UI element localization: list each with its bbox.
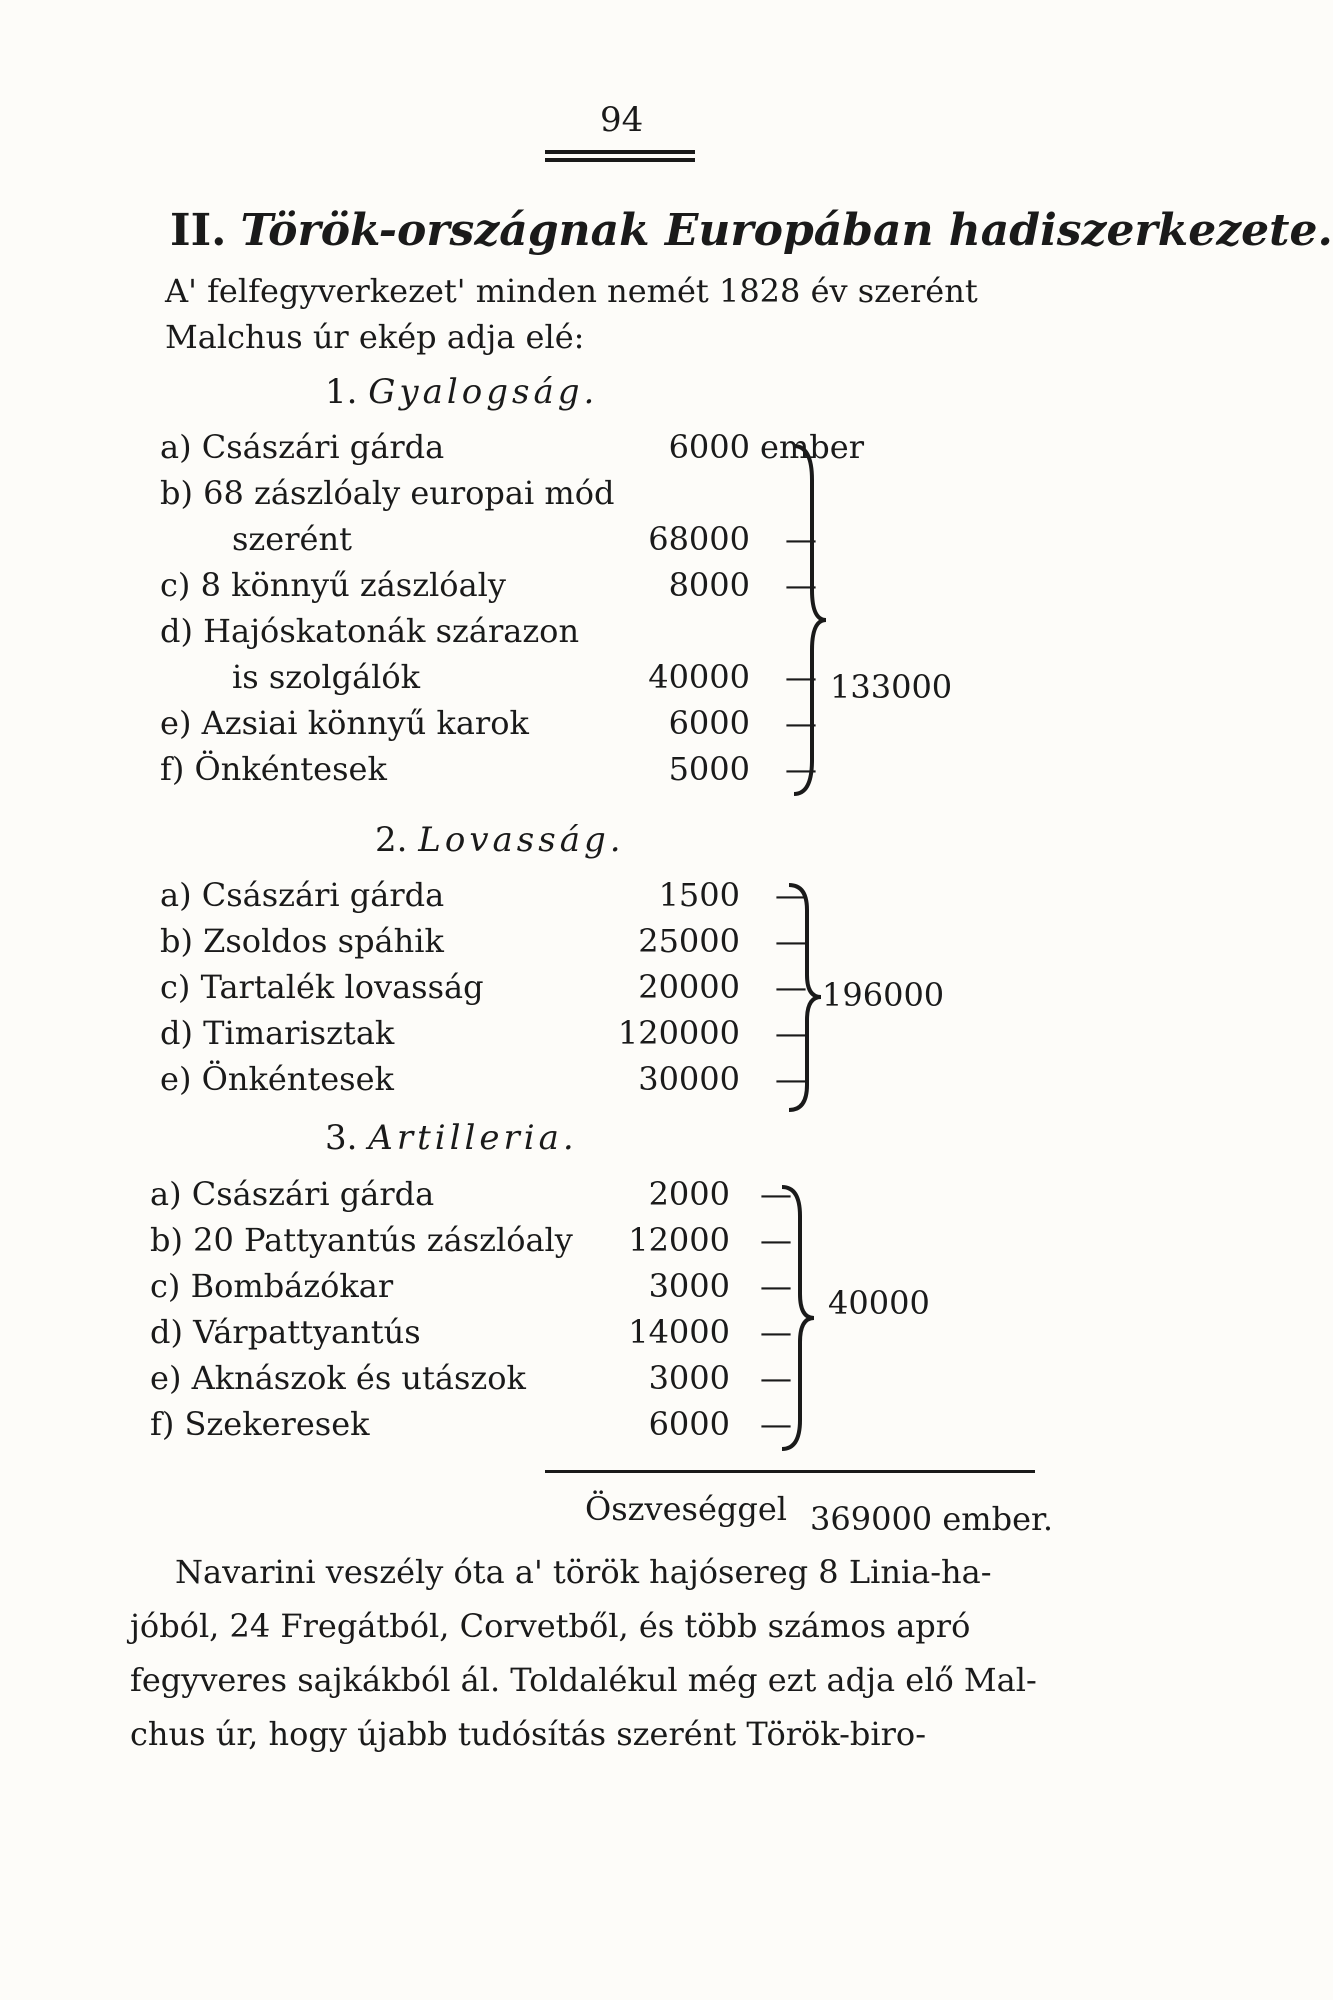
row-value: 14000: [628, 1313, 730, 1351]
page-number: 94: [600, 100, 644, 140]
paragraph-line: jóból, 24 Fregátból, Corvetből, és több számos apró: [130, 1607, 971, 1645]
row-unit: —: [760, 1313, 792, 1351]
row-value: 1500: [658, 876, 740, 914]
section-total: 133000: [830, 668, 953, 706]
right-brace-icon: [790, 440, 830, 800]
section-heading: [325, 1118, 578, 1158]
row-label: a) Császári gárda: [160, 876, 445, 914]
row-label: b) 20 Pattyantús zászlóaly: [150, 1221, 573, 1259]
right-brace-icon: [785, 880, 825, 1115]
table-row: [160, 1060, 810, 1100]
row-value: 3000: [648, 1359, 730, 1397]
table-row: [160, 968, 810, 1008]
paragraph-line: chus úr, hogy újabb tudósítás szerént Török-biro-: [130, 1715, 926, 1753]
chapter-title: [170, 205, 1333, 256]
section-heading: [325, 372, 598, 412]
table-row: [160, 922, 810, 962]
section-name: Gyalogság.: [368, 372, 599, 412]
row-label-continuation: is szolgálók: [232, 658, 421, 696]
row-unit: —: [760, 1267, 792, 1305]
table-row: [150, 1221, 800, 1261]
row-unit: ember: [760, 428, 864, 466]
row-unit: —: [785, 750, 817, 788]
row-label: d) Hajóskatonák szárazon: [160, 612, 580, 650]
row-value: 12000: [628, 1221, 730, 1259]
row-unit: —: [775, 968, 807, 1006]
section-number: 3.: [325, 1118, 358, 1158]
row-label: e) Aknászok és utászok: [150, 1359, 526, 1397]
row-value: 30000: [638, 1060, 740, 1098]
row-unit: —: [785, 658, 817, 696]
table-row: [150, 1313, 800, 1353]
table-row: [150, 1405, 800, 1445]
row-label: c) Bombázókar: [150, 1267, 394, 1305]
table-row: [150, 1359, 800, 1399]
row-value: 6000: [668, 428, 750, 466]
row-value: 40000: [648, 658, 750, 696]
total-rule: [545, 1470, 1035, 1473]
row-value: 20000: [638, 968, 740, 1006]
row-unit: —: [775, 922, 807, 960]
chapter-number: II.: [170, 205, 227, 256]
section-number: 2.: [375, 820, 408, 860]
row-unit: —: [760, 1221, 792, 1259]
row-unit: —: [760, 1175, 792, 1213]
grand-total-label: Öszveséggel: [585, 1490, 788, 1528]
row-unit: —: [785, 566, 817, 604]
section-name: Lovasság.: [418, 820, 625, 860]
paragraph-line: fegyveres sajkákból ál. Toldalékul még ezt adja elő Mal-: [130, 1661, 1037, 1699]
table-row: [160, 704, 817, 744]
row-label: e) Azsiai könnyű karok: [160, 704, 529, 742]
row-value: 5000: [668, 750, 750, 788]
table-row: [160, 612, 817, 698]
row-value: 8000: [668, 566, 750, 604]
row-label: f) Szekeresek: [150, 1405, 370, 1443]
row-unit: —: [785, 704, 817, 742]
section-name: Artilleria.: [368, 1118, 578, 1158]
row-unit: —: [785, 520, 817, 558]
table-row: [150, 1175, 800, 1215]
row-label: c) Tartalék lovasság: [160, 968, 484, 1006]
table-row: [160, 876, 810, 916]
row-value: 25000: [638, 922, 740, 960]
row-label: c) 8 könnyű zászlóaly: [160, 566, 506, 604]
intro-line-1: A' felfegyverkezet' minden nemét 1828 év szerént: [165, 272, 978, 310]
row-label: e) Önkéntesek: [160, 1060, 394, 1098]
section-total: 40000: [828, 1284, 930, 1322]
row-value: 68000: [648, 520, 750, 558]
section-heading: [375, 820, 625, 860]
intro-line-2: Malchus úr ekép adja elé:: [165, 318, 585, 356]
table-row: [160, 428, 864, 468]
row-label: a) Császári gárda: [150, 1175, 435, 1213]
row-label: d) Várpattyantús: [150, 1313, 421, 1351]
row-label: d) Timarisztak: [160, 1014, 395, 1052]
row-unit: —: [760, 1405, 792, 1443]
header-rule: [545, 150, 695, 154]
row-unit: —: [775, 876, 807, 914]
row-label: f) Önkéntesek: [160, 750, 387, 788]
table-row: [150, 1267, 800, 1307]
row-label: b) Zsoldos spáhik: [160, 922, 444, 960]
table-row: [160, 1014, 810, 1054]
table-row: [160, 750, 817, 790]
header-rule: [545, 158, 695, 162]
row-value: 6000: [668, 704, 750, 742]
grand-total-value: 369000 ember.: [810, 1500, 1053, 1538]
row-value: 6000: [648, 1405, 730, 1443]
table-row: [160, 566, 817, 606]
table-row: [160, 474, 817, 560]
row-value: 120000: [617, 1014, 740, 1052]
row-value: 3000: [648, 1267, 730, 1305]
chapter-title-text: Török-országnak Europában hadiszerkezete.: [240, 205, 1333, 256]
row-label: a) Császári gárda: [160, 428, 445, 466]
row-label-continuation: szerént: [232, 520, 352, 558]
paragraph-line: Navarini veszély óta a' török hajósereg 8 Linia-ha-: [175, 1553, 992, 1591]
row-label: b) 68 zászlóaly europai mód: [160, 474, 615, 512]
row-value: 2000: [648, 1175, 730, 1213]
row-unit: —: [760, 1359, 792, 1397]
right-brace-icon: [778, 1182, 818, 1454]
section-number: 1.: [325, 372, 358, 412]
section-total: 196000: [822, 976, 945, 1014]
row-unit: —: [775, 1060, 807, 1098]
row-unit: —: [775, 1014, 807, 1052]
